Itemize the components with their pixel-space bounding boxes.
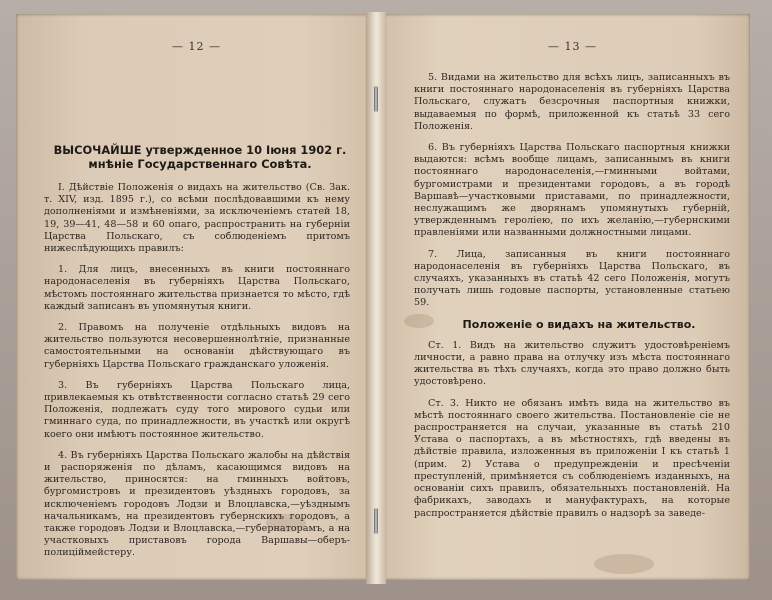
right-page-text [414, 72, 730, 529]
paragraph: I. Дѣйствіе Положенія о видахъ на жительство (Св. Зак. т. XIV, изд. 1895 г.), со всѣми послѣдовавшими къ нему дополненіями и измѣненіями, за исключеніемъ статей 18, 19, 39—41, 48—58 и 60 опаго, распространить на губерніи Царства Польскаго, съ соблюденіемъ притомъ нижеслѣдующихъ правилъ: [44, 182, 350, 255]
left-page-text [44, 182, 350, 569]
paragraph: Ст. 3. Никто не обязанъ имѣть вида на жительство въ мѣстѣ постояннаго своего жительства. Постановленіе сіе не распространяется на случаи, указанные въ статьѣ 210 Устава о паспортахъ, а въ мѣстностяхъ, гдѣ введены въ дѣйствіе правила, изложенныя въ приложеніи I къ статьѣ 1 (прим. 2) Устава о предупрежденіи и пресѣченіи преступленій, примѣняется съ соблюденіемъ изданныхъ, на основаніи сихъ правилъ, обязательныхъ постановленій. На фабрикахъ, заводахъ и мануфактурахъ, на которые распространяется дѣйствіе правилъ о надзорѣ за заведе- [414, 397, 730, 519]
paragraph: 6. Въ губерніяхъ Царства Польскаго паспортныя книжки выдаются: всѣмъ вообще лицамъ, записаннымъ въ книги постояннаго народонаселенія,—гминными войтами, бургомистрами и президентами городовъ, а въ городѣ Варшавѣ—участковыми приставами, по принадлежности, неслужащимъ же дворянамъ упомянутыхъ губерній, утвержденнымъ героліею, по ихъ желанію,—губернскими правленіями или названными должностными лицами. [414, 142, 730, 239]
section-title: Положеніе о видахъ на жительство. [462, 317, 696, 331]
paragraph: 7. Лица, записанныя въ книги постояннаго народонаселенія въ губерніяхъ Царства Польскаго, въ случаяхъ, указанныхъ въ статьѣ 42 сего Положенія, могутъ получать лишь годовые паспорты, установленные статьею 59. [414, 248, 730, 309]
decree-title: ВЫСОЧАЙШЕ утвержденное 10 Іюня 1902 г. мнѣніе Государственнаго Совѣта. [53, 143, 347, 171]
page-number-left: — 12 — [172, 40, 221, 53]
staple-top [374, 86, 378, 112]
page-number-right: — 13 — [548, 40, 597, 53]
paper-stain [594, 554, 654, 574]
paragraph: Ст. 1. Видъ на жительство служитъ удостовѣреніемъ личности, а равно права на отлучку изъ мѣста постояннаго жительства въ тѣхъ случаяхъ, когда это право должно быть удостовѣрено. [414, 339, 730, 388]
paragraph: 4. Въ губерніяхъ Царства Польскаго жалобы на дѣйствія и распоряженія по дѣламъ, касающимся видовъ на жительство, приносятся: на гминныхъ войтовъ, бургомистровъ и президентовъ уѣздныхъ городовъ, за исключеніемъ городовъ Лодзи и Влоцлавска,—уѣзднымъ начальникамъ, на президентовъ губернскихъ городовъ, а также городовъ Лодзи и Влоцлавска,—губернаторамъ, а на участковыхъ приставовъ города Варшавы—оберъ-полиціймейстеру. [44, 449, 350, 559]
paragraph: 2. Правомъ на полученіе отдѣльныхъ видовъ на жительство пользуются несовершеннолѣтніе, признанные самостоятельными на основаніи дѣйствующаго въ губерніяхъ Царства Польскаго гражданскаго уложенія. [44, 322, 350, 370]
paragraph: 1. Для лицъ, внесенныхъ въ книги постояннаго народонаселенія въ губерніяхъ Царства Польскаго, мѣстомъ постояннаго жительства признается то мѣсто, гдѣ каждый записанъ въ упомянутыя книги. [44, 264, 350, 312]
paragraph: 5. Видами на жительство для всѣхъ лицъ, записанныхъ въ книги постояннаго народонаселенія въ губерніяхъ Царства Польскаго, служатъ безсрочныя паспортныя книжки, выдаваемыя по формѣ, приложенной къ статьѣ 33 сего Положенія. [414, 72, 730, 132]
staple-bottom [374, 508, 378, 534]
paragraph: 3. Въ губерніяхъ Царства Польскаго лица, привлекаемыя къ отвѣтственности согласно статьѣ 29 сего Положенія, подлежатъ суду того мирового судьи или гминнаго суда, по принадлежности, въ участкѣ или округѣ коего они имѣютъ постоянное жительство. [44, 379, 350, 440]
